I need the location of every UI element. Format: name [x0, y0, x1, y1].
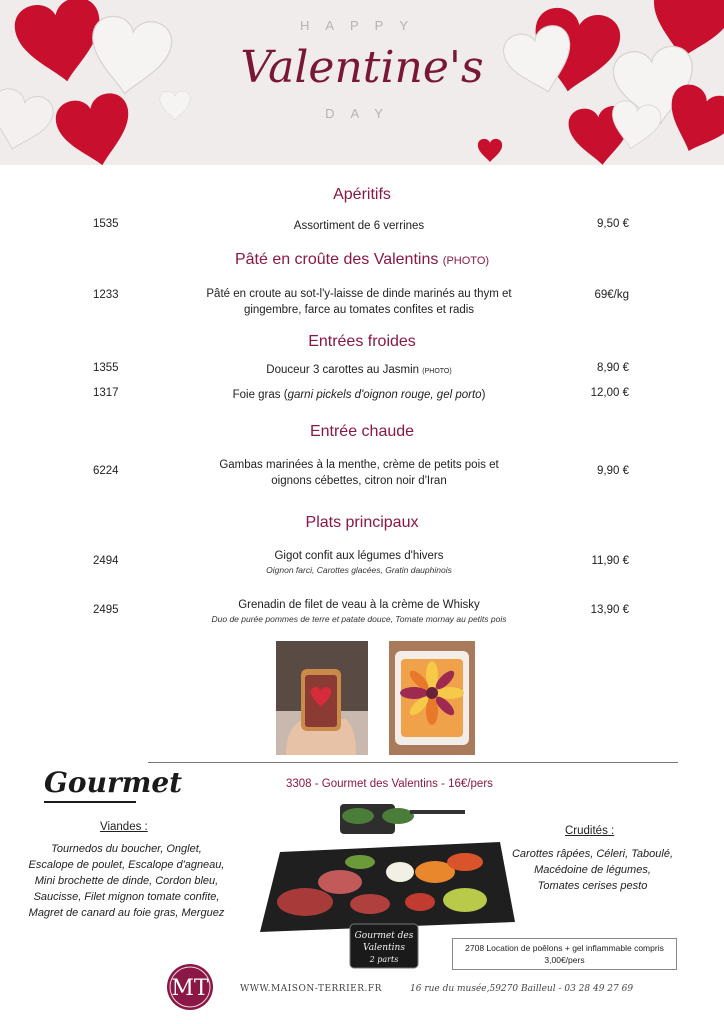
- item-code: 2494: [93, 555, 119, 567]
- carottes-image: [389, 641, 475, 755]
- item-desc-line: Pâté en croute au sot-l'y-laisse de dinde marinés au thym et: [206, 288, 512, 300]
- maison-terrier-logo: [165, 962, 215, 1012]
- section-entree-chaude: Entrée chaude: [309, 423, 415, 440]
- item-price: 9,90 €: [597, 465, 629, 477]
- item-desc: [170, 286, 548, 318]
- crudites-line: Carottes râpées, Céleri, Taboulé,: [511, 848, 673, 860]
- item-desc-sub: Duo de purée pommes de terre et patate douce, Tomate mornay au petits pois: [211, 614, 507, 624]
- item-desc-line: Gambas marinées à la menthe, crème de petits pois et: [219, 459, 499, 471]
- banner-title: Valentine's: [240, 42, 484, 93]
- item-desc: [160, 597, 558, 626]
- item-price: 12,00 €: [590, 387, 629, 399]
- pate-image: [276, 641, 368, 755]
- gourmet-logo-underline: [44, 801, 136, 803]
- item-price: 13,90 €: [590, 604, 629, 616]
- item-desc: [180, 548, 538, 577]
- item-desc-text: Gigot confit aux légumes d'hivers: [274, 550, 444, 562]
- item-desc: [180, 362, 538, 380]
- item-code: 1233: [93, 289, 119, 301]
- photo-note: (PHOTO): [422, 368, 452, 375]
- section-plats: Plats principaux: [305, 514, 419, 531]
- item-desc-close: ): [481, 389, 486, 401]
- gourmet-heading: 3308 - Gourmet des Valentins - 16€/pers: [286, 778, 493, 790]
- viandes-line: Saucisse, Filet mignon tomate confite,: [33, 891, 220, 903]
- section-pate: [0, 251, 724, 269]
- item-code: 1355: [93, 362, 119, 374]
- board-sign-line: Valentins: [363, 943, 405, 953]
- viandes-list: [14, 841, 239, 921]
- footer-address: 16 rue du musée,59270 Bailleul - 03 28 49 27 69: [410, 984, 634, 994]
- section-entrees-froides: Entrées froides: [308, 333, 416, 350]
- item-desc-sub: Oignon farci, Carottes glacées, Gratin dauphinois: [266, 565, 452, 575]
- mt-logo-icon: [165, 962, 215, 1012]
- carottes-photo: [389, 641, 475, 755]
- item-desc: [180, 457, 538, 489]
- item-desc-text: Foie gras (: [232, 389, 288, 401]
- valentines-banner: [0, 0, 724, 165]
- item-code: 2495: [93, 604, 119, 616]
- item-code: 1535: [93, 218, 119, 230]
- logo-letters: MT: [171, 976, 209, 1001]
- item-price: 9,50 €: [597, 218, 629, 230]
- item-desc-line: oignons cébettes, citron noir d'Iran: [271, 475, 447, 487]
- board-sign-line: Gourmet des: [354, 931, 414, 941]
- item-price: 69€/kg: [594, 289, 629, 301]
- board-sign-line: 2 parts: [369, 955, 399, 964]
- item-desc-text: Douceur 3 carottes au Jasmin: [266, 364, 420, 376]
- section-aperitifs: Apéritifs: [333, 186, 391, 203]
- viandes-title: Viandes :: [100, 821, 148, 833]
- viandes-line: Tournedos du boucher, Onglet,: [51, 843, 202, 855]
- section-pate-title: Pâté en croûte des Valentins: [234, 251, 439, 268]
- item-desc-garnish: garni pickels d'oignon rouge, gel porto: [287, 389, 482, 401]
- footer-website[interactable]: WWW.MAISON-TERRIER.FR: [240, 984, 382, 994]
- photo-note: (PHOTO): [442, 255, 490, 267]
- item-price: 8,90 €: [597, 362, 629, 374]
- location-box: [452, 938, 677, 970]
- location-line: 2708 Location de poêlons + gel inflammable compris: [465, 943, 664, 953]
- item-code: 1317: [93, 387, 119, 399]
- viandes-line: Escalope de poulet, Escalope d'agneau,: [28, 859, 225, 871]
- location-line: 3,00€/pers: [544, 955, 585, 965]
- item-price: 11,90 €: [591, 555, 629, 567]
- crudites-list: [495, 846, 690, 894]
- item-desc: [180, 387, 538, 403]
- gourmet-logo: Gourmet: [44, 766, 183, 799]
- item-desc-text: Grenadin de filet de veau à la crème de Whisky: [238, 599, 480, 611]
- viandes-line: Mini brochette de dinde, Cordon bleu,: [34, 875, 219, 887]
- banner-day: DAY: [325, 106, 399, 121]
- item-code: 6224: [93, 465, 119, 477]
- banner-happy: HAPPY: [299, 18, 425, 33]
- crudites-title: Crudités :: [565, 825, 615, 837]
- viandes-line: Magret de canard au foie gras, Merguez: [28, 907, 225, 919]
- section-divider: [148, 762, 678, 763]
- item-desc: Assortiment de 6 verrines: [293, 220, 425, 232]
- crudites-line: Macédoine de légumes,: [534, 864, 651, 876]
- item-desc-line: gingembre, farce au tomates confites et radis: [243, 304, 475, 316]
- pate-photo: [276, 641, 368, 755]
- crudites-line: Tomates cerises pesto: [537, 880, 648, 892]
